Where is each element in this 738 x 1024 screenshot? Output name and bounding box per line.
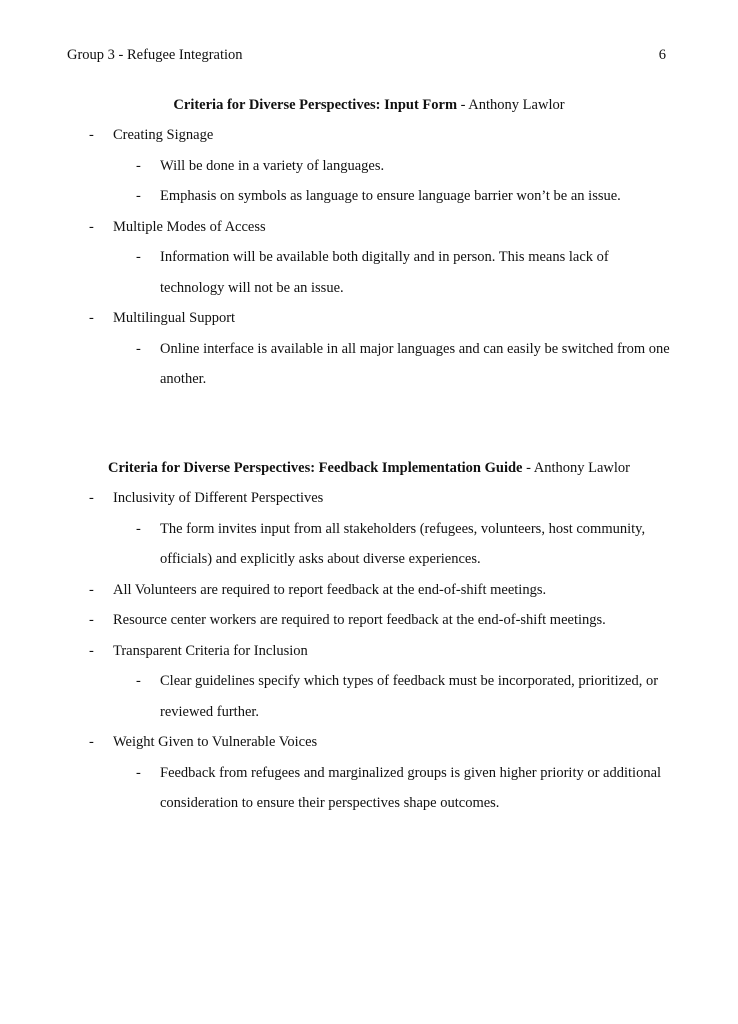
list-item-row [0,483,738,514]
list-item-row [0,636,738,667]
bullet-dash: - [136,764,141,781]
list-item-label: Transparent Criteria for Inclusion [113,642,308,659]
bullet-dash: - [136,157,141,174]
sub-bullet-list [0,334,738,395]
bullet-list [0,120,738,395]
page-header [67,47,666,69]
bullet-dash: - [89,612,94,628]
sub-list-item-text: Information will be available both digitally and in person. This means lack of technology will not be an issue. [160,249,609,296]
list-item-label: Creating Signage [113,127,214,143]
section-heading-bold: Criteria for Diverse Perspectives: Feedback Implementation Guide [107,460,523,476]
sub-list-item [0,666,738,727]
list-item-label: All Volunteers are required to report feedback at the end-of-shift meetings. [113,581,547,598]
list-item-row [0,120,738,151]
sub-list-item-text: The form invites input from all stakeholders (refugees, volunteers, host community, officials) and explicitly asks about diverse experiences. [160,520,646,567]
list-item-label: Multilingual Support [113,310,236,326]
bullet-dash: - [136,673,141,689]
section-feedback-guide [0,453,738,819]
sub-list-item-text: Online interface is available in all major languages and can easily be switched from one another. [160,340,670,387]
list-item [0,120,738,212]
sub-bullet-list [0,514,738,575]
list-item-row [0,727,738,758]
list-item [0,605,738,636]
section-heading-author: - Anthony Lawlor [457,97,565,113]
sub-bullet-list [0,666,738,727]
list-item-label: Multiple Modes of Access [113,218,266,235]
list-item-row [0,303,738,334]
section-heading-author: - Anthony Lawlor [522,460,631,476]
sub-list-item [0,151,738,182]
section-heading-bold: Criteria for Diverse Perspectives: Input Form [173,97,458,113]
sub-bullet-list [0,242,738,303]
list-item [0,483,738,575]
list-item-row [0,605,738,636]
bullet-dash: - [136,520,141,537]
bullet-dash: - [89,642,94,659]
sub-list-item-text: Emphasis on symbols as language to ensure language barrier won’t be an issue. [160,188,621,204]
list-item [0,303,738,395]
bullet-dash: - [136,188,141,204]
section-heading [0,453,738,483]
bullet-dash: - [136,340,141,357]
page-number: 6 [658,47,666,63]
list-item [0,575,738,606]
list-item [0,636,738,728]
sub-list-item-text: Will be done in a variety of languages. [160,157,385,174]
bullet-dash: - [136,249,141,265]
sub-list-item [0,334,738,395]
list-item-row [0,575,738,606]
list-item-label: Resource center workers are required to report feedback at the end-of-shift meetings. [113,612,606,628]
bullet-dash: - [89,310,94,326]
list-item-label: Weight Given to Vulnerable Voices [113,734,318,750]
sub-list-item [0,181,738,212]
bullet-list [0,483,738,819]
header-title: Group 3 - Refugee Integration [67,47,243,63]
bullet-dash: - [89,734,94,750]
sub-list-item [0,758,738,819]
sub-list-item [0,242,738,303]
bullet-dash: - [89,127,94,143]
section-input-form [0,90,738,395]
sub-list-item-text: Clear guidelines specify which types of feedback must be incorporated, prioritized, or reviewed further. [160,673,659,720]
list-item [0,212,738,304]
sub-bullet-list [0,151,738,212]
sub-list-item [0,514,738,575]
list-item-row [0,212,738,243]
section-heading [0,90,738,120]
sub-bullet-list [0,758,738,819]
bullet-dash: - [89,490,94,506]
list-item-label: Inclusivity of Different Perspectives [113,490,324,506]
list-item [0,727,738,819]
bullet-dash: - [89,218,94,235]
sub-list-item-text: Feedback from refugees and marginalized groups is given higher priority or additional consideration to ensure their perspectives shape outcomes. [160,764,662,811]
bullet-dash: - [89,581,94,598]
